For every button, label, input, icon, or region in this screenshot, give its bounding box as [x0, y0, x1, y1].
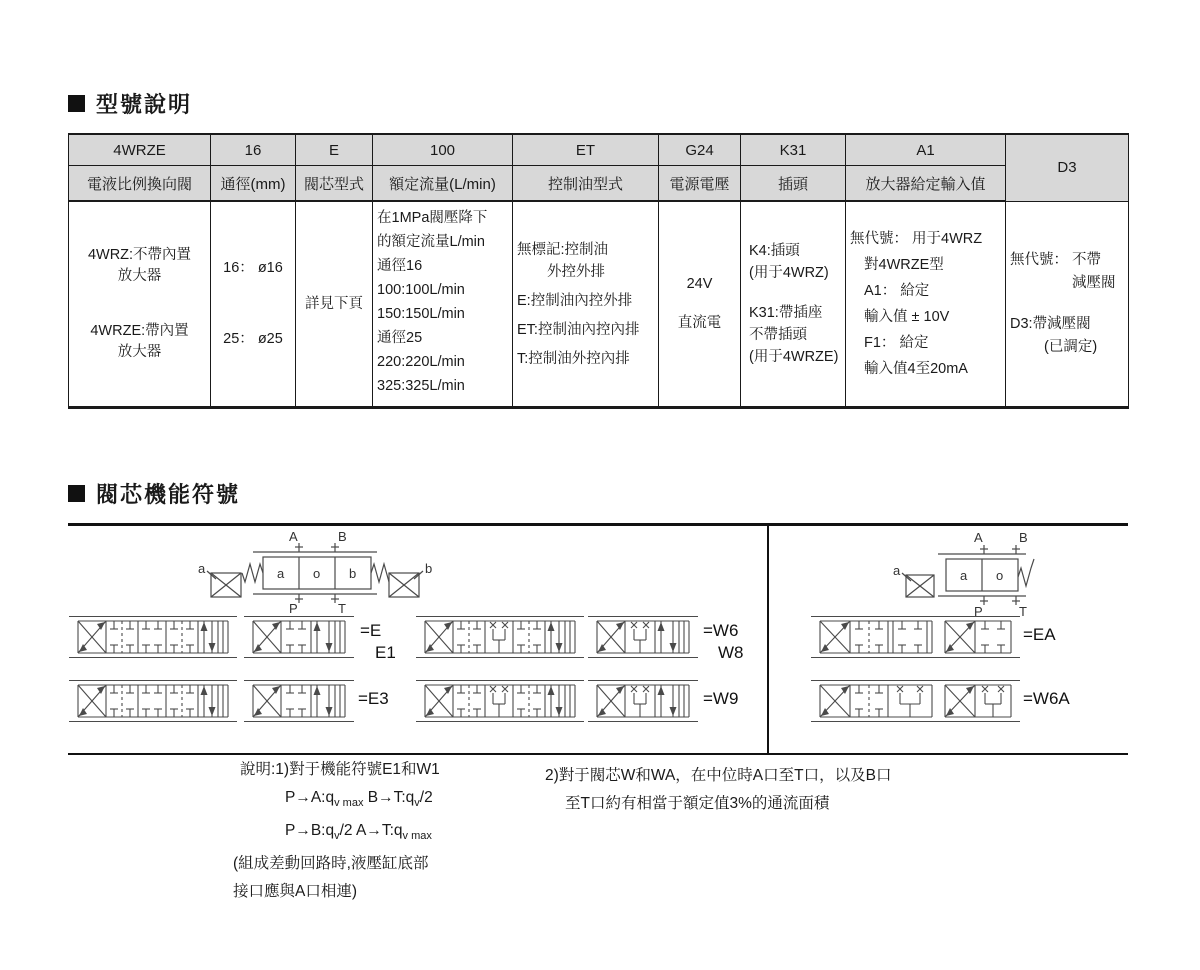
section-marker-icon: [68, 95, 85, 112]
valve-schematic-two-position: [886, 529, 1071, 617]
cell-line: (已調定): [1044, 338, 1098, 355]
port-label: T: [1019, 604, 1027, 619]
cell-line: 16： ø16: [223, 260, 283, 276]
cell-line: 25： ø25: [223, 331, 283, 347]
header-code-100: 100: [373, 134, 513, 166]
solenoid-label: a: [893, 563, 901, 578]
position-label: b: [349, 566, 357, 581]
port-label: P: [974, 604, 983, 619]
cell-line: A1： 給定: [864, 283, 930, 299]
header-code-a1: A1: [846, 134, 1006, 166]
header-name-valve: 電液比例換向閥: [69, 166, 211, 202]
symbol-label-e3: =E3: [358, 689, 389, 708]
section-title-text: 閥芯機能符號: [96, 482, 241, 507]
cell-line: 無標記:控制油: [517, 241, 609, 258]
cell-line: 輸入值 ± 10V: [864, 309, 950, 325]
cell-line: 通徑16: [377, 258, 423, 274]
valve-schematic-three-position: [195, 531, 435, 615]
symbol-label-w9: =W9: [703, 689, 739, 708]
cell-line: K4:插頭: [749, 243, 800, 259]
symbol-label-e: =E E1: [360, 621, 396, 662]
port-label: A: [289, 529, 298, 544]
header-name-size: 通徑(mm): [211, 166, 296, 202]
cell-line: 不帶插頭: [749, 327, 807, 343]
cell-line: (用于4WRZE): [749, 349, 839, 365]
cell-line: ET:控制油內控內排: [517, 321, 640, 338]
valve-symbol-w6a-small: [935, 675, 1021, 727]
symbol-label-w6a: =W6A: [1023, 689, 1070, 708]
position-label: a: [277, 566, 285, 581]
cell-valve-type: [69, 201, 211, 408]
section-marker-icon: [68, 485, 85, 502]
solenoid-label: a: [198, 561, 206, 576]
note-formula: $P\to B:q_v/2$ $A\to T:q_{v max}$: [285, 822, 432, 843]
cell-reducing-valve: [1006, 201, 1129, 408]
header-name-amplifier: 放大器給定輸入值: [846, 166, 1006, 202]
cell-line: 無代號： 用于4WRZ: [850, 231, 983, 247]
cell-line: (用于4WRZ): [749, 265, 829, 281]
header-code-e: E: [296, 134, 373, 166]
model-code-section-title: [68, 88, 192, 119]
cell-line: 通徑25: [377, 330, 423, 346]
valve-symbol-e-wide: [68, 611, 238, 663]
cell-pilot-oil: [513, 201, 659, 408]
valve-symbol-ea-wide: [810, 611, 942, 663]
header-code-16: 16: [211, 134, 296, 166]
note-right: [545, 762, 891, 818]
cell-line: K31:帶插座: [749, 305, 823, 321]
position-label: o: [313, 566, 321, 581]
port-label: B: [1019, 530, 1028, 545]
cell-plug: [741, 201, 846, 408]
table-header-codes-row: [69, 134, 1129, 166]
cell-line: T:控制油外控內排: [517, 350, 630, 367]
note-line: 2)對于閥芯W和WA，在中位時A口至T口，以及B口: [545, 767, 892, 784]
cell-line: 24V: [686, 276, 713, 292]
position-label: o: [996, 568, 1004, 583]
header-name-flow: 額定流量(L/min): [373, 166, 513, 202]
table-header-names-row: [69, 166, 1129, 202]
cell-line: 100:100L/min: [377, 282, 465, 298]
cell-line: D3:帶減壓閥: [1010, 315, 1091, 332]
model-code-table: [68, 133, 1129, 409]
cell-rated-flow: [373, 201, 513, 408]
port-label: B: [338, 529, 347, 544]
cell-line: 減壓閥: [1072, 274, 1116, 291]
cell-line: 輸入值4至20mA: [864, 361, 968, 377]
cell-line: 直流電: [677, 315, 722, 331]
table-body-row: [69, 201, 1129, 408]
cell-spool-type: [296, 201, 373, 408]
cell-amplifier-input: [846, 201, 1006, 408]
cell-line: 的額定流量L/min: [377, 234, 485, 250]
valve-symbol-ea-small: [935, 611, 1021, 663]
cell-line: 無代號： 不帶: [1010, 251, 1102, 268]
cell-line: 放大器: [117, 268, 162, 284]
cell-line: 詳見下頁: [305, 295, 363, 312]
note-line: 說明:1)對于機能符號E1和W1: [240, 761, 440, 778]
solenoid-label: b: [425, 561, 433, 576]
header-name-voltage: 電源電壓: [659, 166, 741, 202]
port-label: A: [974, 530, 983, 545]
valve-symbol-w6a-wide: [810, 675, 942, 727]
note-formula: $P\to A:q_{v max}$ $B\to T:q_v/2$: [285, 789, 433, 810]
cell-line: 4WRZE:帶內置: [90, 323, 189, 339]
cell-line: E:控制油內控外排: [517, 292, 633, 309]
note-line: 至T口約有相當于額定值3%的通流面積: [565, 795, 830, 812]
cell-line: 4WRZ:不帶內置: [87, 247, 192, 263]
cell-size: [211, 201, 296, 408]
spool-symbol-panel: [68, 523, 1128, 755]
note-line: 接口應與A口相連): [233, 883, 358, 901]
valve-symbol-e3-wide: [68, 675, 238, 727]
valve-symbol-w9-small: [587, 675, 699, 727]
header-code-4wrze: 4WRZE: [69, 134, 211, 166]
symbol-label-ea: =EA: [1023, 625, 1056, 644]
header-code-k31: K31: [741, 134, 846, 166]
cell-line: 外控外排: [547, 263, 605, 280]
valve-symbol-w6-small: [587, 611, 699, 663]
valve-symbol-e3-small: [243, 675, 355, 727]
cell-line: 325:325L/min: [377, 378, 465, 394]
position-label: a: [960, 568, 968, 583]
header-name-pilot: 控制油型式: [513, 166, 659, 202]
cell-voltage: [659, 201, 741, 408]
cell-line: 220:220L/min: [377, 354, 465, 370]
cell-line: 對4WRZE型: [864, 257, 944, 273]
cell-line: 在1MPa閥壓降下: [377, 210, 488, 226]
valve-symbol-w6-wide: [415, 611, 585, 663]
spool-symbol-section-title: [68, 478, 240, 509]
header-code-g24: G24: [659, 134, 741, 166]
header-name-plug: 插頭: [741, 166, 846, 202]
note-left: [233, 756, 440, 906]
valve-symbol-w9-wide: [415, 675, 585, 727]
section-title-text: 型號說明: [96, 92, 193, 117]
header-code-d3: D3: [1006, 134, 1129, 201]
cell-line: 150:150L/min: [377, 306, 465, 322]
port-label: P: [289, 601, 298, 616]
port-label: T: [338, 601, 346, 616]
symbol-label-w6: =W6 W8: [703, 621, 744, 662]
cell-line: F1： 給定: [864, 335, 929, 351]
cell-line: 放大器: [117, 344, 162, 360]
note-line: (組成差動回路時,液壓缸底部: [233, 855, 429, 873]
valve-symbol-e-small: [243, 611, 355, 663]
header-code-et: ET: [513, 134, 659, 166]
header-name-spool: 閥芯型式: [296, 166, 373, 202]
panel-divider: [767, 526, 769, 753]
